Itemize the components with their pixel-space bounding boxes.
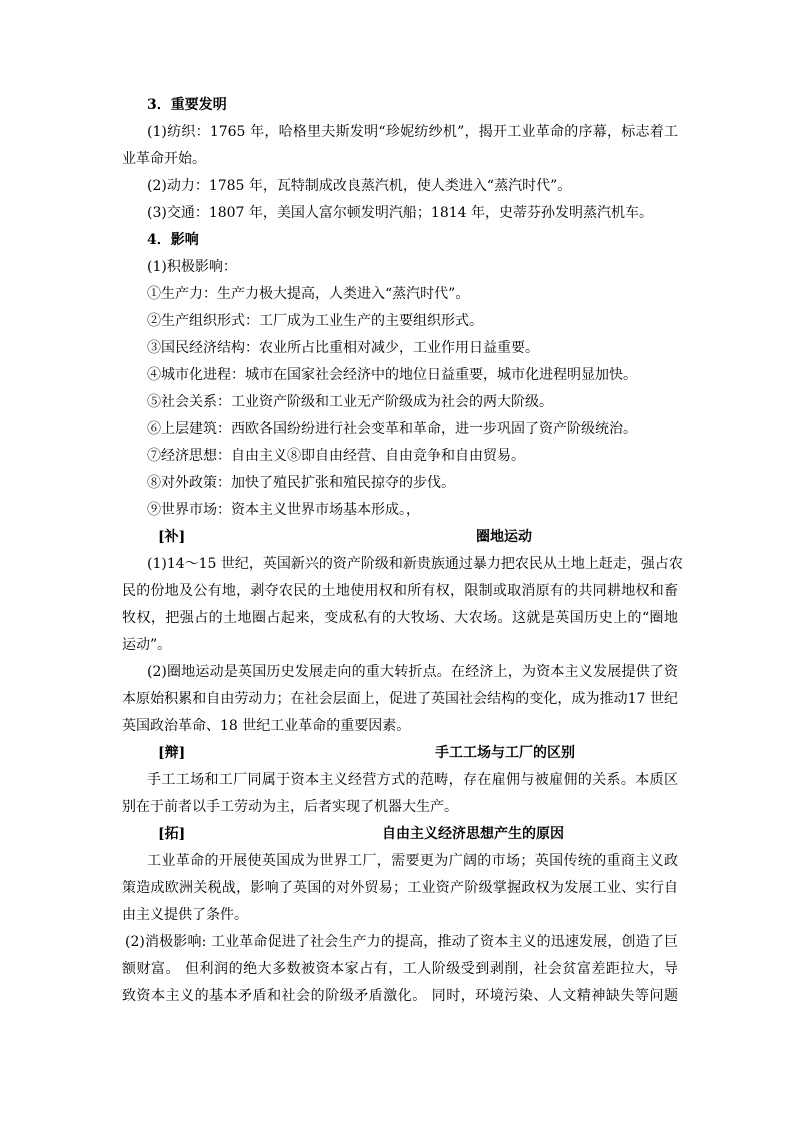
distinguish-tag: [辩] <box>158 745 186 761</box>
supplement-line: 英国政治革命、18 世纪工业革命的重要因素。 <box>122 718 411 734</box>
positive-item: ③国民经济结构：农业所占比重相对减少，工业作用日益重要。 <box>147 340 539 356</box>
supplement-line: 牧权，把强占的土地圈占起来，变成私有的大牧场、大农场。这就是英国历史上的“圈地 <box>122 610 678 626</box>
extension-box-header <box>122 821 678 848</box>
positive-item: ⑦经济思想：自由主义⑧即自由经营、自由竞争和自由贸易。 <box>147 448 525 464</box>
distinguish-line: 别在于前者以手工劳动为主，后者实现了机器大生产。 <box>122 799 458 815</box>
positive-item: ⑤社会关系：工业资产阶级和工业无产阶级成为社会的两大阶级。 <box>147 394 553 410</box>
document-body <box>122 92 683 1010</box>
supplement-line: (2)圈地运动是英国历史发展走向的重大转折点。在经济上，为资本主义发展提供了资 <box>147 664 678 680</box>
negative-impact-line: (2)消极影响: 工业革命促进了社会生产力的提高，推动了资本主义的迅速发展，创造了巨 <box>125 934 678 950</box>
negative-impact-line: 致资本主义的基本矛盾和社会的阶级矛盾激化。 同时，环境污染、人文精神缺失等问题 <box>122 988 678 1004</box>
extension-title: 自由主义经济思想产生的原因 <box>382 826 564 842</box>
negative-impact-line: 额财富。 但利润的绝大多数被资本家占有，工人阶级受到剥削，社会贫富差距拉大，导 <box>122 961 678 977</box>
supplement-line: (1)14～15 世纪，英国新兴的资产阶级和新贵族通过暴力把农民从土地上赶走，强占农 <box>147 556 683 572</box>
supplement-box-header <box>122 524 678 551</box>
invention-power: (2)动力：1785 年，瓦特制成改良蒸汽机，使人类进入“蒸汽时代”。 <box>147 178 572 194</box>
positive-item: ①生产力：生产力极大提高，人类进入“蒸汽时代”。 <box>147 286 470 302</box>
invention-textile-line1: (1)纺织：1765 年，哈格里夫斯发明“珍妮纺纱机”，揭开工业革命的序幕，标志着工 <box>147 124 678 140</box>
invention-textile-line2: 业革命开始。 <box>122 151 206 167</box>
positive-item: ⑨世界市场：资本主义世界市场基本形成。， <box>147 502 420 518</box>
extension-line: 工业革命的开展使英国成为世界工厂，需要更为广阔的市场；英国传统的重商主义政 <box>147 853 678 869</box>
supplement-line: 民的份地及公有地，剥夺农民的土地使用权和所有权，限制或取消原有的共同耕地权和畜 <box>122 583 678 599</box>
invention-transport: (3)交通：1807 年，美国人富尔顿发明汽船；1814 年，史蒂芬孙发明蒸汽机车。 <box>147 205 653 221</box>
positive-item: ⑥上层建筑：西欧各国纷纷进行社会变革和革命，进一步巩固了资产阶级统治。 <box>147 421 637 437</box>
extension-line: 由主义提供了条件。 <box>122 907 248 923</box>
supplement-title: 圈地运动 <box>476 529 532 545</box>
extension-tag: [拓] <box>158 826 186 842</box>
extension-line: 策造成欧洲关税战，影响了英国的对外贸易；工业资产阶级掌握政权为发展工业、实行自 <box>122 880 678 896</box>
section-3-heading: 3．重要发明 <box>147 97 227 113</box>
positive-item: ④城市化进程：城市在国家社会经济中的地位日益重要，城市化进程明显加快。 <box>147 367 637 383</box>
supplement-line: 本原始积累和自由劳动力；在社会层面上，促进了英国社会结构的变化，成为推动17 世纪 <box>122 691 678 707</box>
supplement-tag: [补] <box>158 529 186 545</box>
distinguish-box-header <box>122 740 678 767</box>
supplement-line: 运动”。 <box>122 637 172 653</box>
distinguish-line: 手工工场和工厂同属于资本主义经营方式的范畴，存在雇佣与被雇佣的关系。本质区 <box>147 772 678 788</box>
positive-item: ⑧对外政策：加快了殖民扩张和殖民掠夺的步伐。 <box>147 475 455 491</box>
distinguish-title: 手工工场与工厂的区别 <box>435 745 575 761</box>
section-4-heading: 4．影响 <box>147 232 199 248</box>
positive-item: ②生产组织形式：工厂成为工业生产的主要组织形式。 <box>147 313 483 329</box>
positive-impact-heading: (1)积极影响： <box>147 259 237 275</box>
